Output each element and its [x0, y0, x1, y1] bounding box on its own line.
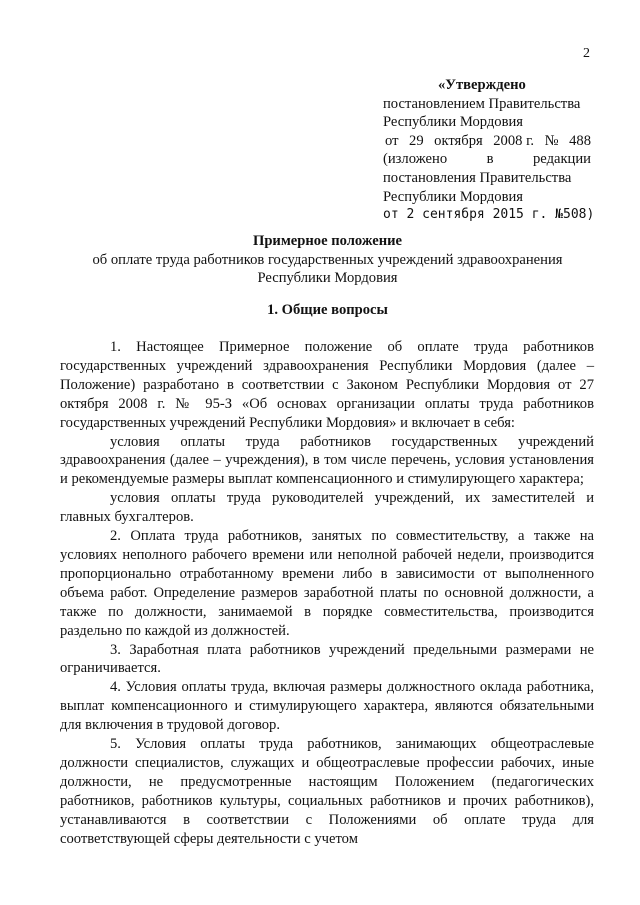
approval-line: постановлением Правительства	[383, 95, 581, 112]
page-number: 2	[583, 46, 590, 61]
approval-edition-line: (изложено в редакции	[383, 151, 591, 168]
approval-heading: «Утверждено	[438, 77, 526, 93]
approval-date-line: от 29 октября 2008 г. № 488	[385, 132, 591, 149]
paragraph: 1. Настоящее Примерное положение об оплате труда работников государственных учреждений здравоохранения Республики Мордовия (далее – Положение) разработано в соответствии с Законом Республики Мордовия от 27 октября 2008 г. № 95-З «Об основах организации оплаты труда работников государственных учреждений Республики Мордовия» и включает в себя:	[60, 339, 594, 431]
approval-stamp	[383, 76, 595, 225]
approval-line: Республики Мордовия	[383, 114, 524, 131]
document-subtitle: об оплате труда работников государственных учреждений здравоохранения	[92, 251, 563, 268]
document-title-block	[60, 232, 595, 288]
document-body	[60, 338, 594, 848]
paragraph: условия оплаты труда работников государственных учреждений здравоохранения (далее – учреждения), в том числе перечень, условия установления и рекомендуемые размеры выплат компенсационного и стимулирующего характера;	[60, 433, 594, 488]
paragraph: 2. Оплата труда работников, занятых по совместительству, а также на условиях неполного рабочего времени или неполной рабочей недели, производится пропорционально отработанному времени либо в зависимости от выполненного объема работ. Определение размеров заработной платы по основной должности, а также по должности, занимаемой в порядке совместительства, производится раздельно по каждой из должностей.	[60, 528, 594, 639]
approval-line: постановления Правительства	[383, 169, 572, 186]
approval-last-line: от 2 сентября 2015 г. №508)	[383, 207, 595, 223]
paragraph: 3. Заработная плата работников учреждений предельными размерами не ограничивается.	[60, 641, 594, 677]
document-title: Примерное положение	[252, 233, 403, 249]
paragraph: 5. Условия оплаты труда работников, занимающих общеотраслевые должности специалистов, служащих и общеотраслевые профессии рабочих, иные должности, не предусмотренные настоящим Положением (педагогических работников, работников культуры, социальных работников и прочих работников), устанавливаются в соответствии с Положениями об оплате труда для соответствующей сферы деятельности с учетом	[60, 736, 594, 847]
paragraph: 4. Условия оплаты труда, включая размеры должностного оклада работника, выплат компенсационного и стимулирующего характера, являются обязательными для включения в трудовой договор.	[60, 679, 594, 734]
paragraph: условия оплаты труда руководителей учреждений, их заместителей и главных бухгалтеров.	[60, 490, 594, 526]
document-subtitle: Республики Мордовия	[257, 270, 398, 287]
approval-line: Республики Мордовия	[383, 188, 524, 205]
section-heading: 1. Общие вопросы	[267, 302, 388, 318]
